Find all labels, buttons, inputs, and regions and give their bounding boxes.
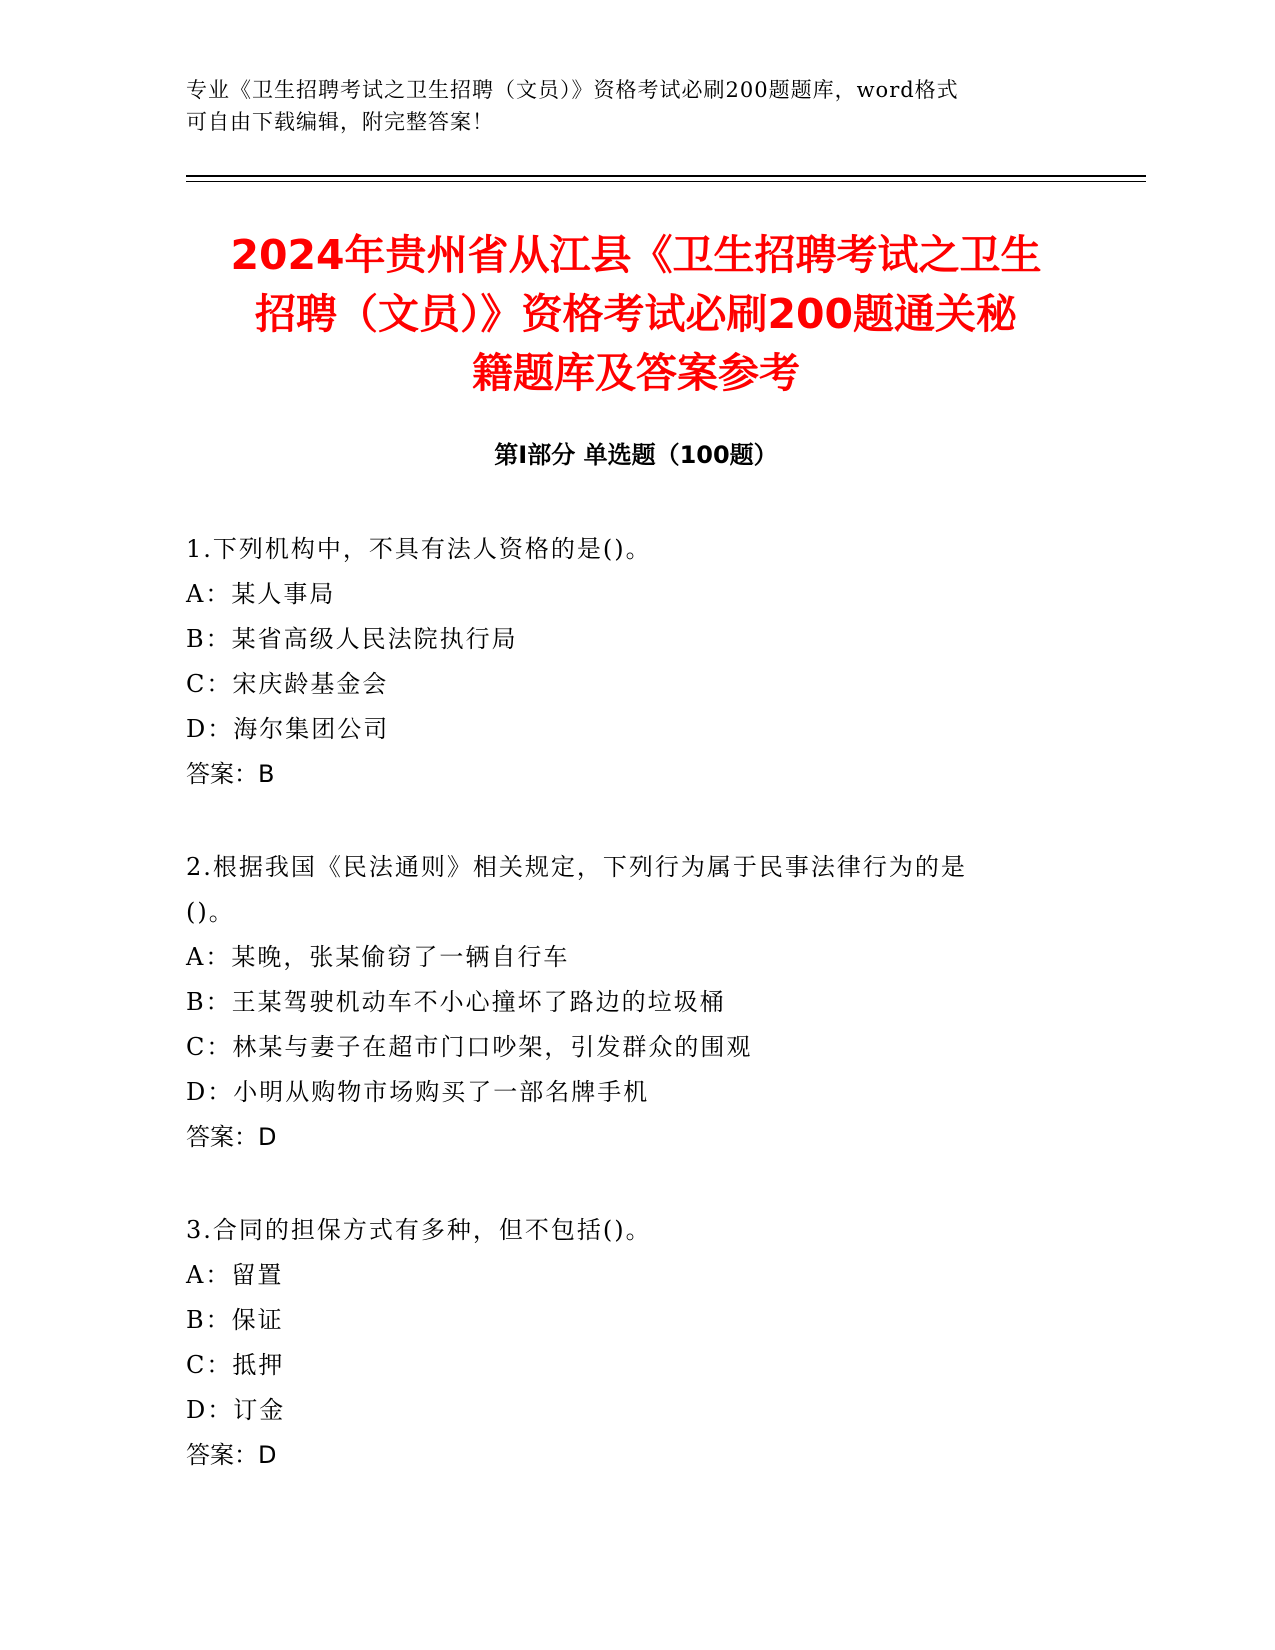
document-title-line-1: 2024年贵州省从江县《卫生招聘考试之卫生 xyxy=(230,231,1042,279)
document-title-line-3: 籍题库及答案参考 xyxy=(472,349,800,397)
option-d: D：小明从购物市场购买了一部名牌手机 xyxy=(186,1078,650,1106)
option-b: B：某省高级人民法院执行局 xyxy=(186,625,518,653)
answer: 答案：D xyxy=(186,1441,277,1469)
question-text: 2.根据我国《民法通则》相关规定，下列行为属于民事法律行为的是 xyxy=(186,853,967,881)
option-a: A：某晚，张某偷窃了一辆自行车 xyxy=(186,943,570,971)
option-c: C：宋庆龄基金会 xyxy=(186,670,389,698)
option-d: D：海尔集团公司 xyxy=(186,715,390,743)
header-rule-thick xyxy=(186,175,1146,177)
section-heading: 第Ⅰ部分 单选题（100题） xyxy=(494,441,778,469)
header-note-line-2: 可自由下载编辑，附完整答案！ xyxy=(186,110,494,134)
answer: 答案：D xyxy=(186,1123,277,1151)
answer: 答案：B xyxy=(186,760,275,788)
option-b: B：保证 xyxy=(186,1306,284,1334)
document-title xyxy=(186,226,1086,403)
option-a: A：某人事局 xyxy=(186,580,336,608)
option-d: D：订金 xyxy=(186,1396,286,1424)
question-text-continued: ()。 xyxy=(186,898,235,926)
option-a: A：留置 xyxy=(186,1261,284,1289)
question-list xyxy=(186,527,1106,1526)
question-2 xyxy=(186,845,1106,1160)
question-3 xyxy=(186,1208,1106,1478)
question-text: 3.合同的担保方式有多种，但不包括()。 xyxy=(186,1216,652,1244)
header-note-line-1: 专业《卫生招聘考试之卫生招聘（文员）》资格考试必刷200题题库，word格式 xyxy=(186,78,959,102)
header-note xyxy=(186,74,1086,138)
option-b: B：王某驾驶机动车不小心撞坏了路边的垃圾桶 xyxy=(186,988,726,1016)
header-rule-thin xyxy=(186,181,1146,182)
question-text: 1.下列机构中，不具有法人资格的是()。 xyxy=(186,535,652,563)
option-c: C：林某与妻子在超市门口吵架，引发群众的围观 xyxy=(186,1033,753,1061)
document-title-line-2: 招聘（文员）》资格考试必刷200题通关秘 xyxy=(254,290,1018,338)
question-1 xyxy=(186,527,1106,797)
option-c: C：抵押 xyxy=(186,1351,285,1379)
